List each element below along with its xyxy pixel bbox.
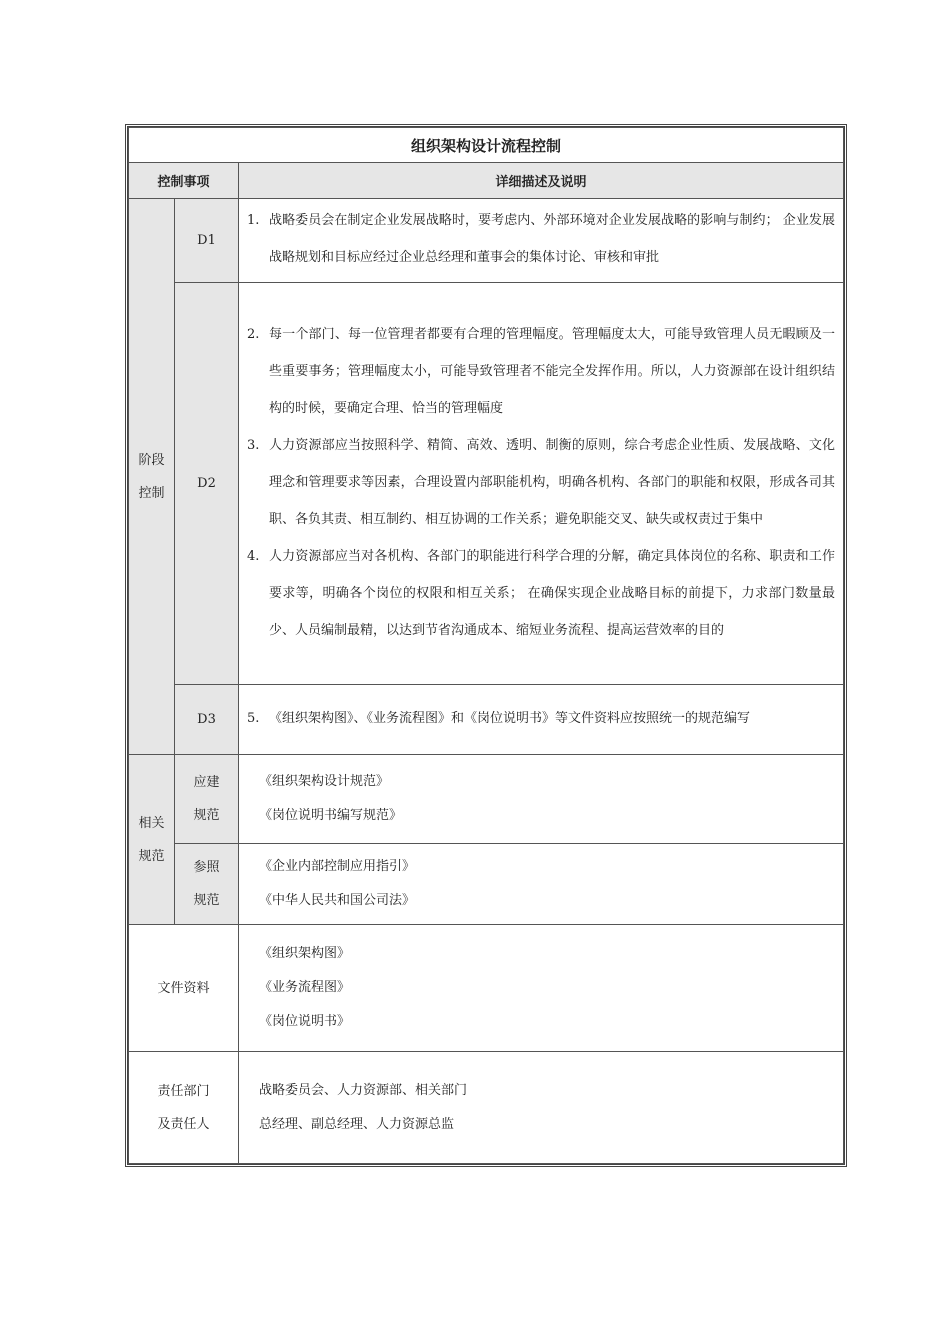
control-table — [128, 127, 844, 1164]
stage-code-d2: D2 — [175, 283, 239, 685]
responsibility-label — [129, 1052, 239, 1164]
list-item — [247, 884, 835, 918]
list-item — [247, 427, 835, 538]
list-item — [247, 765, 835, 799]
bullet-icon — [247, 799, 259, 833]
responsibility-line2: 及责任人 — [157, 1116, 210, 1132]
related-norms-label — [129, 755, 175, 925]
bullet-icon — [247, 1074, 259, 1108]
list-item — [247, 850, 835, 884]
document-title: 组织架构设计流程控制 — [129, 128, 844, 163]
norm-title: 《中华人民共和国公司法》 — [259, 893, 416, 908]
list-item — [247, 538, 835, 649]
list-item — [247, 937, 835, 971]
stage-label-line2: 控制 — [138, 485, 165, 501]
stage-code-d1: D1 — [175, 199, 239, 283]
norms-label-line1: 相关 — [138, 815, 165, 831]
list-item — [247, 1108, 835, 1142]
item-text: 《组织架构图》、《业务流程图》和《岗位说明书》等文件资料应按照统一的规范编写 — [269, 710, 751, 726]
bullet-icon — [247, 765, 259, 799]
file-title: 《组织架构图》 — [259, 946, 351, 961]
bullet-icon — [247, 1005, 259, 1039]
norm-title: 《岗位说明书编写规范》 — [259, 808, 403, 823]
stage-label-line1: 阶段 — [138, 452, 165, 468]
header-control-item: 控制事项 — [129, 163, 239, 199]
list-item — [247, 971, 835, 1005]
should-build-norms-list — [239, 755, 844, 844]
norm-title: 《企业内部控制应用指引》 — [259, 859, 416, 874]
bullet-icon — [247, 971, 259, 1005]
reference-norms-list — [239, 844, 844, 925]
item-text: 人力资源部应当对各机构、各部门的职能进行科学合理的分解，确定具体岗位的名称、职责和工作要求等，明确各个岗位的权限和相互关系； 在确保实现企业战略目标的前提下，力求部门数量最少、人员编制最精，以达到节省沟通成本、缩短业务流程、提高运营效率的目的 — [269, 548, 835, 638]
list-item — [247, 316, 835, 427]
process-control-document — [125, 124, 847, 1167]
file-title: 《岗位说明书》 — [259, 1014, 351, 1029]
list-item — [247, 1074, 835, 1108]
file-title: 《业务流程图》 — [259, 980, 351, 995]
should-build-line2: 规范 — [193, 808, 220, 823]
stage-d3-description — [239, 685, 844, 755]
item-number: 4. — [247, 548, 260, 564]
item-number: 1. — [247, 213, 260, 228]
item-text: 每一个部门、每一位管理者都要有合理的管理幅度。管理幅度太大，可能导致管理人员无暇顾及一些重要事务；管理幅度太小，可能导致管理者不能完全发挥作用。所以，人力资源部在设计组织结构的时候，要确定合理、恰当的管理幅度 — [269, 326, 835, 416]
responsible-party: 总经理、副总经理、人力资源总监 — [259, 1116, 455, 1132]
stage-code-d3: D3 — [175, 685, 239, 755]
item-text: 人力资源部应当按照科学、精简、高效、透明、制衡的原则，综合考虑企业性质、发展战略、文化理念和管理要求等因素，合理设置内部职能机构，明确各机构、各部门的职能和权限，形成各司其职、各负其责、相互制约、相互协调的工作关系；避免职能交叉、缺失或权责过于集中 — [269, 437, 835, 527]
bullet-icon — [247, 850, 259, 884]
stage-d1-description — [239, 199, 844, 283]
files-label: 文件资料 — [129, 925, 239, 1052]
files-list — [239, 925, 844, 1052]
list-item — [247, 799, 835, 833]
item-number: 3. — [247, 437, 260, 453]
responsible-party: 战略委员会、人力资源部、相关部门 — [259, 1082, 468, 1098]
norm-title: 《组织架构设计规范》 — [259, 774, 390, 789]
reference-norms-label — [175, 844, 239, 925]
bullet-icon — [247, 937, 259, 971]
item-number: 2. — [247, 326, 260, 342]
stage-control-label — [129, 199, 175, 755]
list-item — [247, 1005, 835, 1039]
bullet-icon — [247, 1108, 259, 1142]
reference-line2: 规范 — [193, 893, 220, 908]
header-description: 详细描述及说明 — [239, 163, 844, 199]
norms-label-line2: 规范 — [138, 848, 165, 864]
item-text: 战略委员会在制定企业发展战略时，要考虑内、外部环境对企业发展战略的影响与制约； 企业发展战略规划和目标应经过企业总经理和董事会的集体讨论、审核和审批 — [269, 213, 835, 265]
stage-d2-description — [239, 283, 844, 685]
responsibility-line1: 责任部门 — [157, 1083, 210, 1099]
reference-line1: 参照 — [193, 860, 220, 875]
list-item — [247, 700, 835, 737]
item-number: 5. — [247, 710, 260, 726]
should-build-line1: 应建 — [193, 775, 220, 790]
list-item — [247, 202, 835, 276]
should-build-norms-label — [175, 755, 239, 844]
bullet-icon — [247, 884, 259, 918]
responsibility-list — [239, 1052, 844, 1164]
